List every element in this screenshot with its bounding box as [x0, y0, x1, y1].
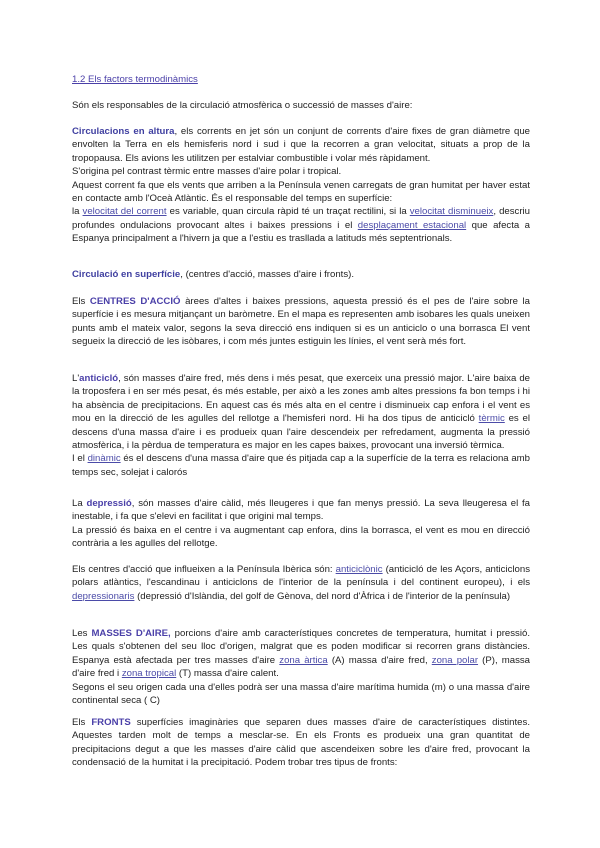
masses-aire-paragraph: Les MASSES D'AIRE, porcions d'aire amb característiques concretes de temperatura, humitat i pressió. Les quals s'obtenen del seu lloc d'origen, malgrat que es poden modificar si recorren grans distàncies. Espanya està afectada per tres masses d'aire zona àrtica (A) massa d'aire fred, zona polar (P), massa d'aire fred i zona tropical (T) massa d'aire calent. Segons el seu origen cada una d'elles podrà ser una massa d'aire marítima humida (m) o una massa d'aire continental seca ( C)	[72, 628, 531, 707]
altura-line2: S'origina pel contrast tèrmic entre masses d'aire polar i tropical.	[72, 166, 342, 178]
centres-accio-paragraph: Els CENTRES D'ACCIÓ àrees d'altes i baixes pressions, aquesta pressió és el pes de l'aire sobre la superfície i es mesura mitjançant un baròmetre. En el mapa es representen amb isobares les quals uneixen punts amb el mateix valor, segons la seva direcció ens indiquen si es un anticiclo o una borrasca El vent segueix la direcció de les isòbares, i com més juntes estiguin les línies, el vent serà més fort.	[72, 296, 530, 348]
link-velocitat-corrent[interactable]: velocitat del corrent	[82, 206, 167, 218]
link-zona-artica[interactable]: zona àrtica	[279, 654, 328, 666]
circulacio-superficie-heading: Circulació en superfície	[72, 269, 181, 280]
link-zona-polar[interactable]: zona polar	[431, 654, 479, 666]
depressio-term: depressió	[86, 498, 132, 509]
link-velocitat-disminueix[interactable]: velocitat disminueix	[409, 206, 494, 218]
circulacions-altura-heading: Circulacions en altura	[72, 126, 175, 137]
intro-paragraph: Són els responsables de la circulació atmosfèrica o successió de masses d'aire:	[72, 100, 413, 111]
section-title: 1.2 Els factors termodinàmics	[72, 74, 198, 85]
anticiclo-term: anticicló	[79, 373, 119, 384]
anticiclo-paragraph: L'anticicló, són masses d'aire fred, més dens i més pesat, que exerceix una pressió major. L'aire baixa de la troposfera i en ser més pesat, és més estable, per això a les zones amb altes pressions fa bon temps i hi ha absència de precipitacions. En aquest cas és més alta en el centre i disminueix cap enfora i el vent es mou en la direcció de les agulles del rellotge a l'hemisferi nord. Hi ha dos tipus de anticicló tèrmic es el descens d'una massa d'aire i es produeix quan l'aire descendeix per refredament, augmenta la pressió atmosfèrica, i la pèrdua de temperatura es major en les capes baixes, provocant una inversió tèrmica. I el dinàmic és el descens d'una massa d'aire que és pitjada cap a la superfície de la terra es relaciona amb temps sec, solejat i calorós	[72, 373, 530, 478]
link-depressionaris[interactable]: depressionaris	[72, 590, 135, 602]
circulacions-altura-section: Circulacions en altura, els corrents en jet són un conjunt de corrents d'aire fixes de gran diàmetre que envolten la Terra en els hemisferis nord i sud i que la recorren a gran velocitat, situats a prop de la tropopausa. Els avions les utilitzen per estalviar combustible i volar més ràpidament. S'origina pel contrast tèrmic entre masses d'aire polar i tropical. Aquest corrent fa que els vents que arriben a la Península venen carregats de gran humitat per haver estat en contacte amb l'Oceà Atlàntic. És el responsable del temps en superfície: la velocitat del corrent es variable, quan circula ràpid té un traçat rectilini, si la velocitat disminueix, descriu profundes ondulacions provocant altes i baixes pressions i el desplaçament estacional que afecta a Espanya principalment a l'hivern ja que a l'estiu es trasllada a latituds més septentrionals.	[72, 126, 531, 245]
depressio-paragraph: La depressió, són masses d'aire càlid, més lleugeres i que fan menys pressió. La seva lleugeresa el fa inestable, i fa que s'elevi en facilitat i que origini mal temps. La pressió és baixa en el centre i va augmentant cap enfora, dins la borrasca, el vent es mou en direcció contrària a les agulles del rellotge.	[72, 498, 530, 550]
link-anticiclonic[interactable]: anticiclònic	[335, 564, 383, 575]
link-zona-tropical[interactable]: zona tropical	[121, 668, 177, 680]
fronts-term: FRONTS	[91, 717, 131, 728]
link-dinamic[interactable]: dinàmic	[87, 453, 121, 465]
link-termic[interactable]: tèrmic	[478, 413, 505, 425]
centres-accio-term: CENTRES D'ACCIÓ	[89, 296, 181, 307]
peninsula-centres-paragraph: Els centres d'acció que influeixen a la Península Ibèrica són: anticiclònic (anticicló de les Açors, anticiclons polars atlàntics, l'escandinau i anticiclons de l'interior de la península i del continent europeu), i els depressionaris (depressió d'Islàndia, del golf de Gènova, del nord d'Àfrica i de l'interior de la península)	[72, 564, 530, 602]
fronts-paragraph: Els FRONTS superfícies imaginàries que separen dues masses d'aire de característiques distintes. Aquestes tarden molt de temps a mesclar-se. En els Fronts es produeix una gran quantitat de precipitacions degut a que les masses d'aire càlid que ascendeixen sobre les d'aire fred, provocant la condensació de la humitat i la precipitació. Podem trobar tres tipus de fronts:	[72, 717, 530, 769]
link-desplacament-estacional[interactable]: desplaçament estacional	[357, 219, 467, 231]
masses-aire-term: MASSES D'AIRE,	[91, 628, 171, 639]
altura-line3: Aquest corrent fa que els vents que arriben a la Península venen carregats de gran humitat per haver estat en contacte amb l'Oceà Atlàntic. És el responsable del temps en superfície:	[72, 179, 530, 205]
altura-text: , els corrents en jet són un conjunt de corrents d'aire fixes de gran diàmetre que envolten la Terra en els hemisferis nord i sud i que la recorren a gran velocitat, situats a prop de la tropopausa. Els avions les utilitzen per estalviar combustible i volar més ràpidament.	[72, 126, 531, 164]
circulacio-superficie: Circulació en superfície, (centres d'acció, masses d'aire i fronts).	[72, 269, 354, 280]
